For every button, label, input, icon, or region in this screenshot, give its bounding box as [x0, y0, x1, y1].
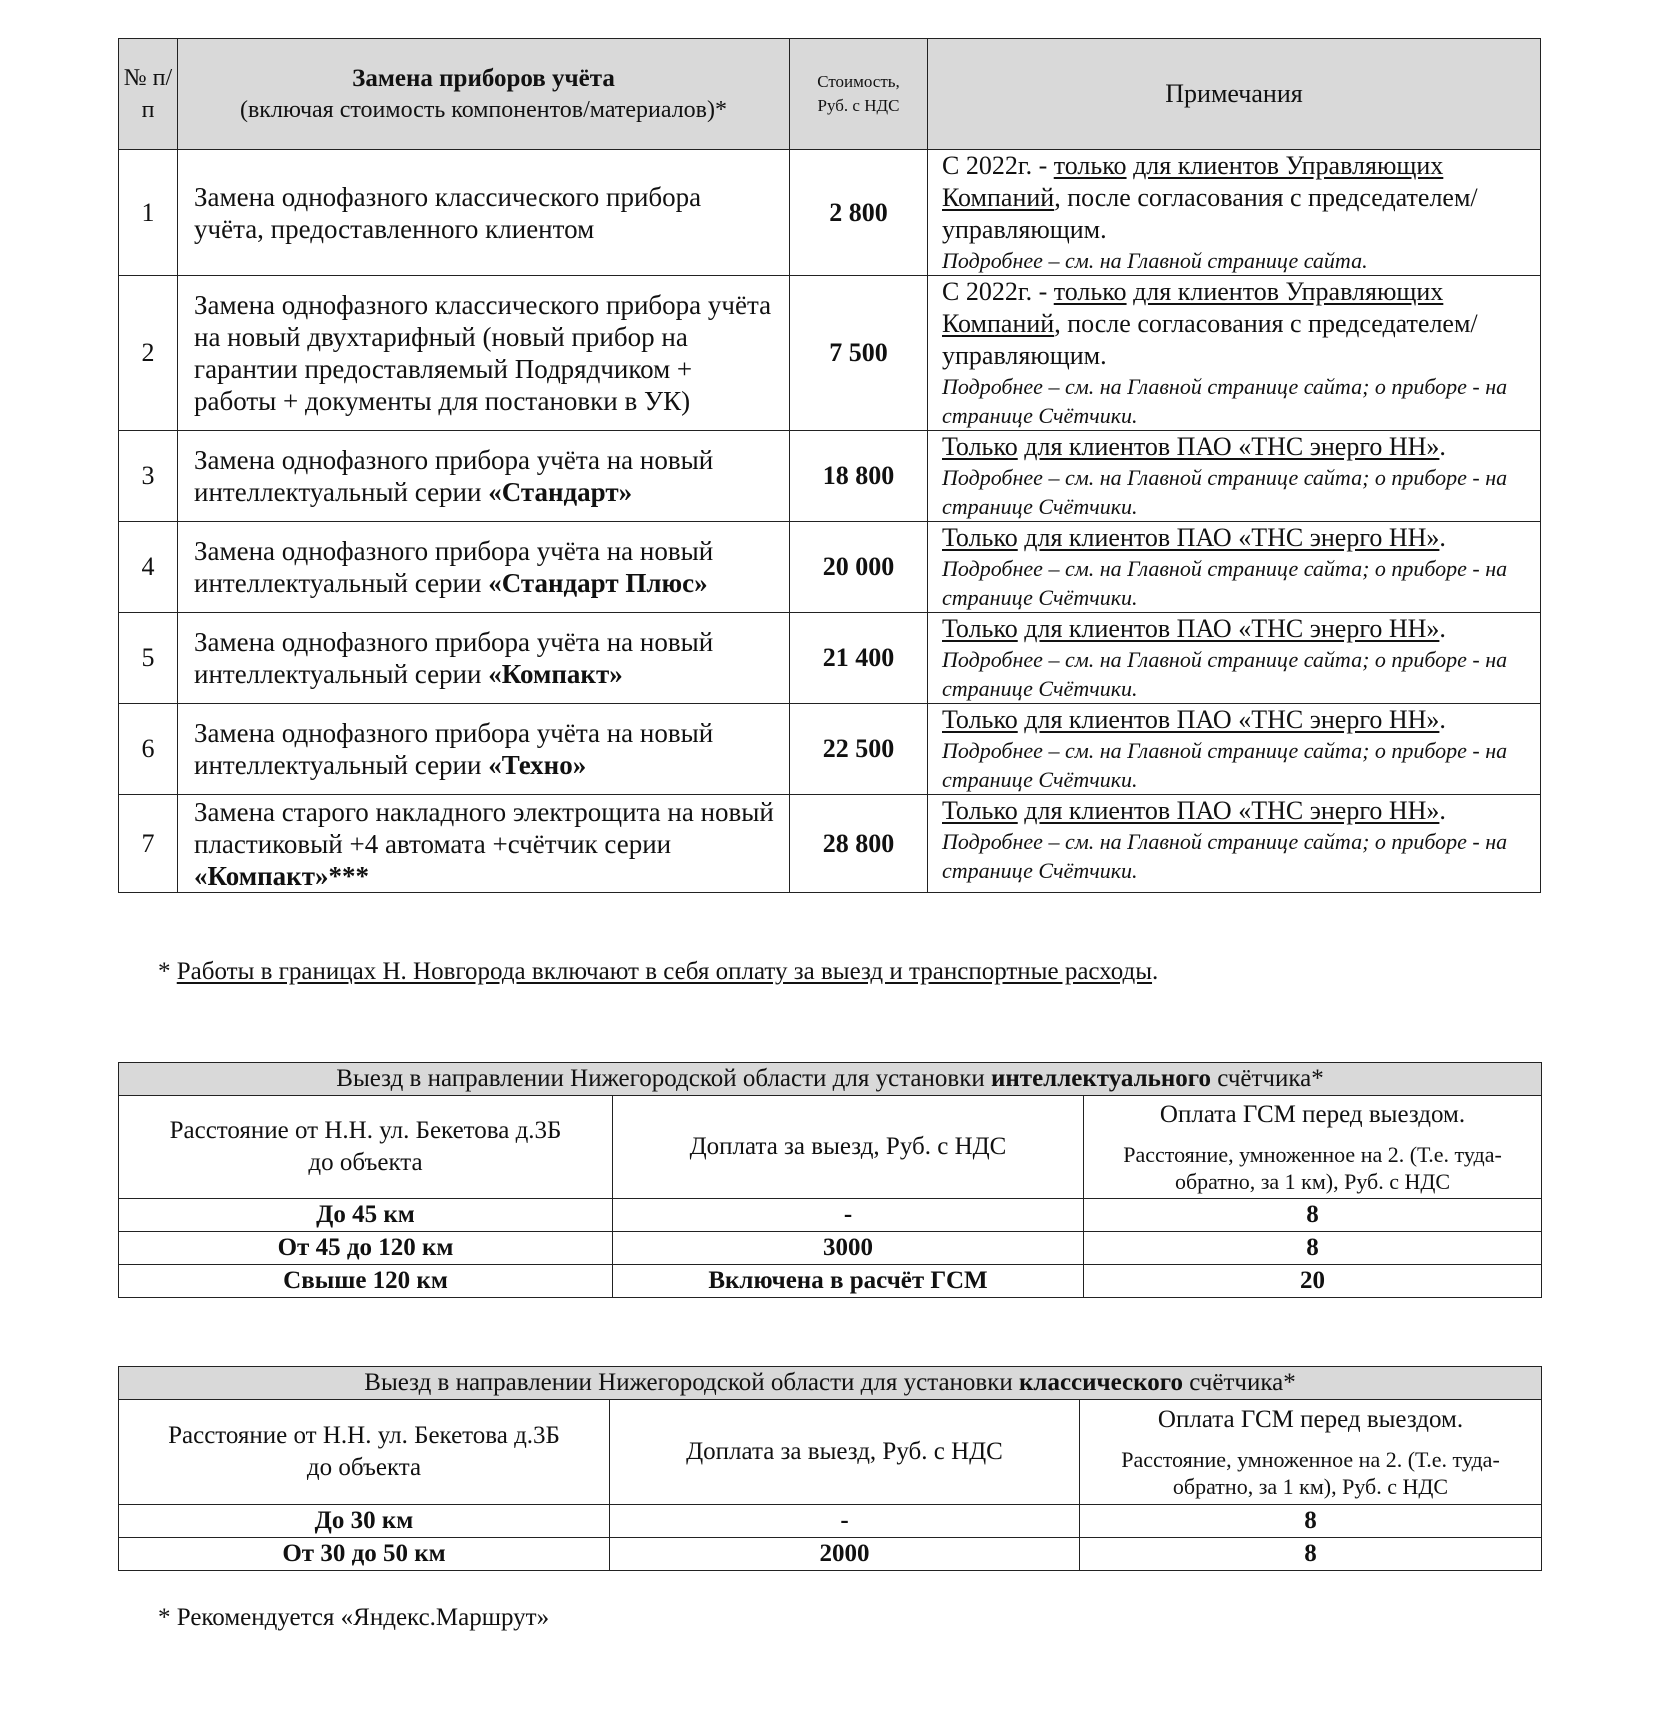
note-details: Подробнее – см. на Главной странице сайта; о приборе - на странице Счётчики.: [942, 829, 1508, 883]
smart-table-caption: [119, 1063, 1542, 1096]
fuel-cell: 8: [1084, 1232, 1542, 1265]
fuel-cell: 20: [1084, 1265, 1542, 1298]
surcharge-column-header: Доплата за выезд, Руб. с НДС: [610, 1400, 1080, 1505]
fuel-column-header: [1084, 1096, 1542, 1199]
distance-column-header: Расстояние от Н.Н. ул. Бекетова д.3Б до объекта: [119, 1400, 610, 1505]
note-client-group: для клиентов Управляющих Компаний: [942, 151, 1444, 212]
note-restriction: Только: [942, 796, 1018, 825]
note-client-group: для клиентов ПАО «ТНС энерго НН»: [1024, 614, 1440, 643]
service-description: [178, 276, 790, 431]
surcharge-cell: -: [610, 1505, 1080, 1538]
price-value: 28 800: [790, 795, 928, 893]
note-rest: .: [1439, 614, 1446, 643]
meter-series: «Техно»: [488, 750, 587, 780]
distance-cell: Свыше 120 км: [119, 1265, 613, 1298]
table-row: [119, 795, 1541, 893]
service-notes: [928, 431, 1541, 522]
meter-replacement-table: [118, 38, 1541, 893]
price-value: 20 000: [790, 522, 928, 613]
distance-column-header: Расстояние от Н.Н. ул. Бекетова д.3Б до объекта: [119, 1096, 613, 1199]
service-description: [178, 522, 790, 613]
note-restriction: только: [1053, 277, 1127, 306]
footnote-yandex-route: * Рекомендуется «Яндекс.Маршрут»: [158, 1604, 550, 1631]
note-client-group: для клиентов ПАО «ТНС энерго НН»: [1024, 523, 1440, 552]
classic-table-caption: [119, 1367, 1542, 1400]
description-text: Замена однофазного прибора учёта на новый интеллектуальный серии: [194, 627, 714, 689]
table-header-row: [119, 39, 1541, 150]
price-value: 7 500: [790, 276, 928, 431]
row-number: 4: [119, 522, 178, 613]
table-row: [119, 613, 1541, 704]
fuel-cell: 8: [1084, 1199, 1542, 1232]
note-restriction: Только: [942, 432, 1018, 461]
row-number: 6: [119, 704, 178, 795]
footnote-end: .: [1152, 958, 1159, 985]
caption-text: Выезд в направлении Нижегородской области для установки: [364, 1369, 1020, 1396]
classic-meter-travel-table: [118, 1366, 1542, 1571]
description-text: Замена однофазного прибора учёта на новый интеллектуальный серии: [194, 445, 714, 507]
note-client-group: для клиентов ПАО «ТНС энерго НН»: [1024, 432, 1440, 461]
row-number: 1: [119, 150, 178, 276]
table-row: [119, 1232, 1542, 1265]
description-text: Замена старого накладного электрощита на новый пластиковый +4 автомата +счётчик серии: [194, 796, 774, 859]
service-notes: [928, 795, 1541, 893]
note-details: Подробнее – см. на Главной странице сайта; о приборе - на странице Счётчики.: [942, 647, 1508, 701]
note-rest: , после согласования с председателем/управляющим.: [942, 309, 1478, 370]
description-text: Замена однофазного прибора учёта на новый интеллектуальный серии: [194, 536, 714, 598]
fuel-header-line2: Расстояние, умноженное на 2. (Т.е. туда-обратно, за 1 км), Руб. с НДС: [1121, 1447, 1500, 1499]
surcharge-cell: -: [613, 1199, 1084, 1232]
service-description: [178, 431, 790, 522]
service-description: [178, 704, 790, 795]
note-prefix: С 2022г. -: [942, 151, 1054, 180]
row-number: 3: [119, 431, 178, 522]
service-notes: [928, 150, 1541, 276]
fuel-header-line2: Расстояние, умноженное на 2. (Т.е. туда-обратно, за 1 км), Руб. с НДС: [1123, 1142, 1502, 1194]
caption-end: счётчика*: [1210, 1065, 1324, 1092]
meter-series: «Стандарт Плюс»: [488, 568, 708, 598]
service-description: [178, 613, 790, 704]
note-restriction: Только: [942, 614, 1018, 643]
table-row: [119, 276, 1541, 431]
table-row: [119, 704, 1541, 795]
note-client-group: для клиентов ПАО «ТНС энерго НН»: [1024, 796, 1440, 825]
caption-end: счётчика*: [1182, 1369, 1296, 1396]
note-restriction: Только: [942, 705, 1018, 734]
footnote-city-works: [158, 958, 1158, 986]
surcharge-column-header: Доплата за выезд, Руб. с НДС: [613, 1096, 1084, 1199]
distance-cell: От 45 до 120 км: [119, 1232, 613, 1265]
note-rest: .: [1439, 523, 1446, 552]
distance-cell: До 30 км: [119, 1505, 610, 1538]
fuel-header-line1: Оплата ГСМ перед выездом.: [1159, 1101, 1466, 1128]
service-notes: [928, 613, 1541, 704]
footnote-text: Работы в границах Н. Новгорода включают в себя оплату за выезд и транспортные расходы: [176, 958, 1153, 985]
note-details: Подробнее – см. на Главной странице сайта.: [942, 248, 1368, 273]
note-prefix: С 2022г. -: [942, 277, 1054, 306]
meter-series: «Компакт»: [488, 659, 623, 689]
table-row: [119, 1265, 1542, 1298]
description-text: Замена однофазного классического прибора учёта на новый двухтарифный (новый прибор на гарантии предоставляемый Подрядчиком + работы + документы для постановки в УК): [194, 290, 772, 416]
smart-meter-travel-table: [118, 1062, 1542, 1298]
price-value: 2 800: [790, 150, 928, 276]
header-notes: Примечания: [928, 39, 1541, 150]
surcharge-cell: 2000: [610, 1538, 1080, 1571]
service-notes: [928, 522, 1541, 613]
caption-bold: классического: [1019, 1369, 1183, 1396]
row-number: 5: [119, 613, 178, 704]
table-row: [119, 150, 1541, 276]
note-restriction: только: [1053, 151, 1127, 180]
note-details: Подробнее – см. на Главной странице сайта; о приборе - на странице Счётчики.: [942, 374, 1508, 428]
fuel-cell: 8: [1080, 1505, 1542, 1538]
price-value: 18 800: [790, 431, 928, 522]
surcharge-cell: 3000: [613, 1232, 1084, 1265]
fuel-cell: 8: [1080, 1538, 1542, 1571]
header-title-main: Замена приборов учёта: [352, 64, 615, 92]
description-text: Замена однофазного прибора учёта на новый интеллектуальный серии: [194, 718, 714, 780]
table-row: [119, 431, 1541, 522]
note-client-group: для клиентов Управляющих Компаний: [942, 277, 1444, 338]
note-rest: , после согласования с председателем/управляющим.: [942, 183, 1478, 244]
note-rest: .: [1439, 432, 1446, 461]
service-description: [178, 150, 790, 276]
distance-cell: От 30 до 50 км: [119, 1538, 610, 1571]
description-text: Замена однофазного классического прибора учёта, предоставленного клиентом: [194, 181, 702, 244]
table-row: [119, 522, 1541, 613]
meter-series: «Стандарт»: [488, 477, 633, 507]
meter-series: «Компакт»***: [194, 860, 369, 891]
distance-cell: До 45 км: [119, 1199, 613, 1232]
note-restriction: Только: [942, 523, 1018, 552]
service-notes: [928, 704, 1541, 795]
row-number: 2: [119, 276, 178, 431]
surcharge-cell: Включена в расчёт ГСМ: [613, 1265, 1084, 1298]
price-value: 22 500: [790, 704, 928, 795]
fuel-column-header: [1080, 1400, 1542, 1505]
service-description: [178, 795, 790, 893]
note-client-group: для клиентов ПАО «ТНС энерго НН»: [1024, 705, 1440, 734]
fuel-header-line1: Оплата ГСМ перед выездом.: [1157, 1406, 1464, 1433]
note-details: Подробнее – см. на Главной странице сайта; о приборе - на странице Счётчики.: [942, 556, 1508, 610]
caption-bold: интеллектуального: [991, 1065, 1211, 1092]
caption-text: Выезд в направлении Нижегородской области для установки: [336, 1065, 991, 1092]
note-rest: .: [1439, 705, 1446, 734]
header-title: [178, 39, 790, 150]
header-price-line2: Руб. с НДС: [817, 96, 900, 115]
note-details: Подробнее – см. на Главной странице сайта; о приборе - на странице Счётчики.: [942, 465, 1508, 519]
service-notes: [928, 276, 1541, 431]
table-row: [119, 1199, 1542, 1232]
footnote-star: *: [158, 958, 177, 985]
note-rest: .: [1439, 796, 1446, 825]
note-details: Подробнее – см. на Главной странице сайта; о приборе - на странице Счётчики.: [942, 738, 1508, 792]
header-price-line1: Стоимость,: [817, 72, 900, 91]
table-row: [119, 1538, 1542, 1571]
row-number: 7: [119, 795, 178, 893]
header-subtitle: (включая стоимость компонентов/материалов)*: [239, 96, 727, 123]
header-number: № п/ п: [119, 39, 178, 150]
header-price: [790, 39, 928, 150]
table-row: [119, 1505, 1542, 1538]
price-value: 21 400: [790, 613, 928, 704]
